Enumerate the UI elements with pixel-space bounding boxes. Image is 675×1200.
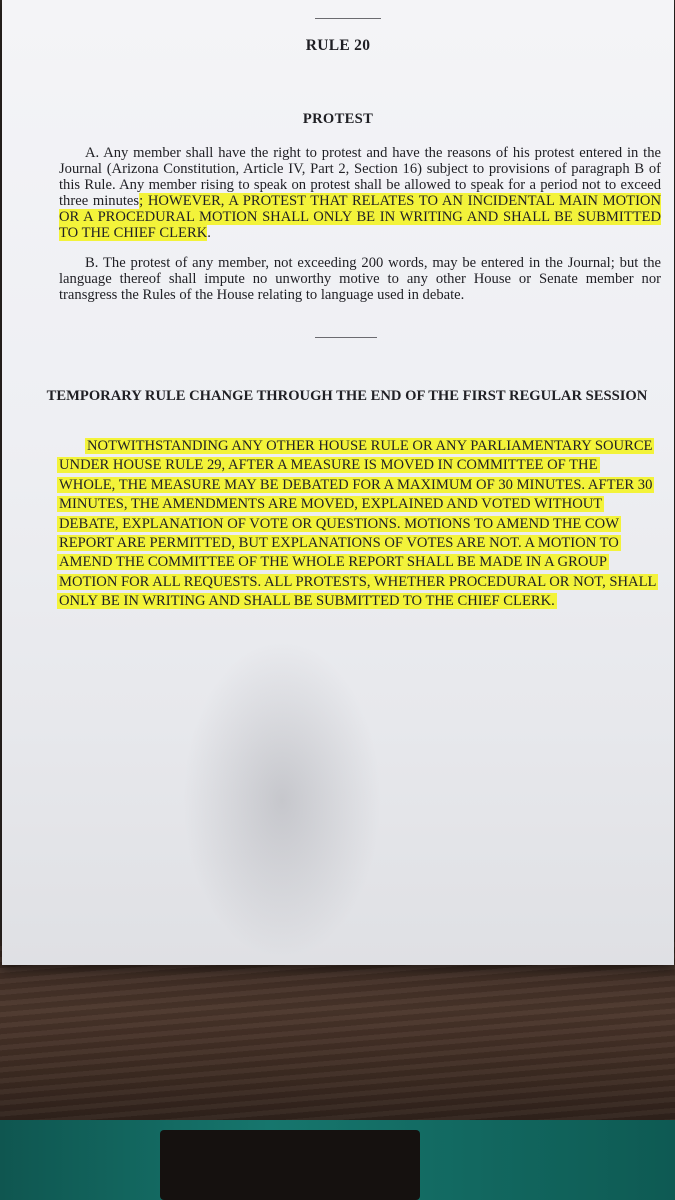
temporary-rule-body xyxy=(57,437,657,612)
top-divider xyxy=(315,18,381,19)
paragraph-b-text: B. The protest of any member, not exceeding 200 words, may be entered in the Journal; but the language thereof shall impute no unworthy motive to any other House or Senate member nor transgress the Rules of the House relating to language used in debate. xyxy=(59,255,661,303)
floor-shadow xyxy=(160,1130,420,1200)
paragraph-a-highlight: ; HOWEVER, A PROTEST THAT RELATES TO AN INCIDENTAL MAIN MOTION OR A PROCEDURAL MOTION SHALL ONLY BE IN WRITING AND SHALL BE SUBMITTED TO THE CHIEF CLERK xyxy=(59,192,662,241)
paragraph-a xyxy=(59,146,661,241)
paper-shadow xyxy=(182,640,382,960)
paragraph-b xyxy=(59,256,661,304)
paragraph-a-end: . xyxy=(207,224,211,241)
temporary-rule-highlight: NOTWITHSTANDING ANY OTHER HOUSE RULE OR ANY PARLIAMENTARY SOURCE UNDER HOUSE RULE 29, AFTER A MEASURE IS MOVED IN COMMITTEE OF THE WHOLE, THE MEASURE MAY BE DEBATED FOR A MAXIMUM OF 30 MINUTES. AFTER 30 MINUTES, THE AMENDMENTS ARE MOVED, EXPLAINED AND VOTED WITHOUT DEBATE, EXPLANATION OF VOTE OR QUESTIONS. MOTIONS TO AMEND THE COW REPORT ARE PERMITTED, BUT EXPLANATIONS OF VOTES ARE NOT. A MOTION TO AMEND THE COMMITTEE OF THE WHOLE REPORT SHALL BE MADE IN A GROUP MOTION FOR ALL REQUESTS. ALL PROTESTS, WHETHER PROCEDURAL OR NOT, SHALL ONLY BE IN WRITING AND SHALL BE SUBMITTED TO THE CHIEF CLERK. xyxy=(59,438,657,610)
protest-heading: PROTEST xyxy=(302,111,374,127)
rule-title: RULE 20 xyxy=(305,37,371,54)
paragraph-a-text: A. Any member shall have the right to protest and have the reasons of his protest entered in the Journal (Arizona Constitution, Article IV, Part 2, Section 16) subject to provisions of paragraph B of this Rule. Any member rising to speak on protest shall be allowed to speak for a period not to exceed three minutes xyxy=(59,145,661,209)
temporary-rule-heading: TEMPORARY RULE CHANGE THROUGH THE END OF THE FIRST REGULAR SESSION xyxy=(46,388,648,404)
middle-divider xyxy=(315,337,377,338)
wooden-table xyxy=(0,940,675,1140)
document-page xyxy=(2,0,674,965)
